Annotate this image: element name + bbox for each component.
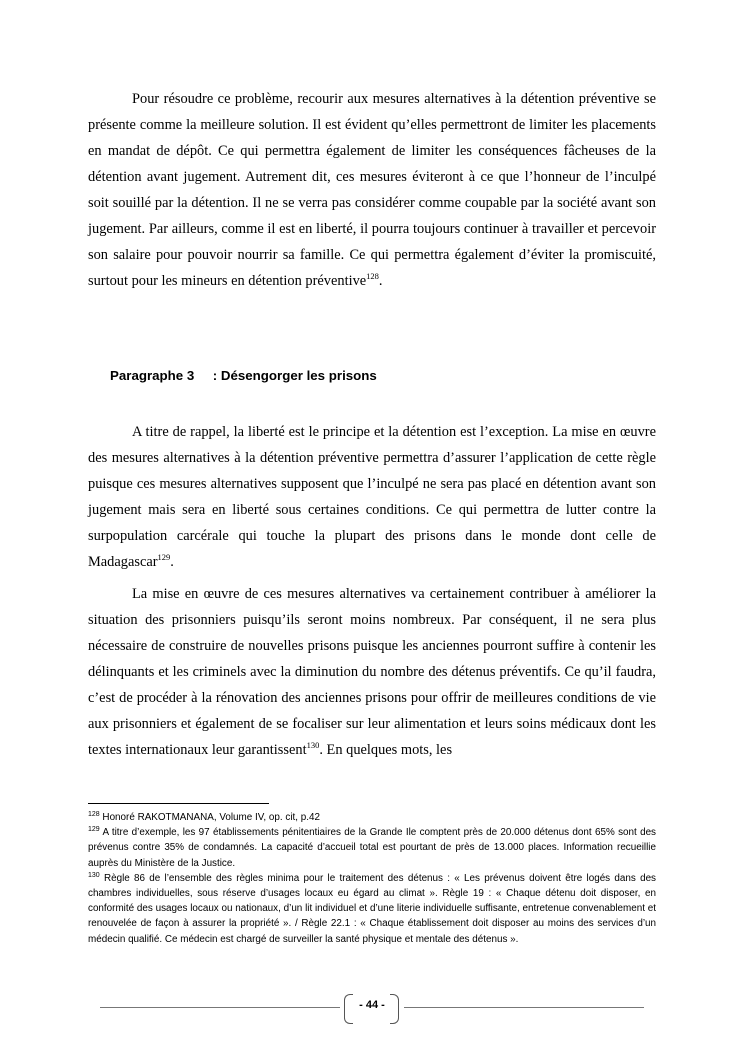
footnote-text: A titre d’exemple, les 97 établissements pénitentiaires de la Grande Ile comptent près de 20.000 détenus dont 65% sont des prévenus contre 35% de condamnés. La capacité d’accueil total est pourtant de près de 13.000 places. Information recueillie auprès du Ministère de la Justice.: [88, 827, 656, 869]
heading-label: Paragraphe 3: [110, 368, 195, 383]
paragraph-end: .: [170, 554, 174, 570]
footnote-129: [88, 825, 656, 871]
heading-title: : Désengorger les prisons: [212, 368, 377, 383]
section-heading: [110, 368, 377, 383]
body-paragraph-3: [88, 581, 656, 763]
footnote-ref-128[interactable]: 128: [366, 271, 379, 281]
body-paragraph-2: [88, 419, 656, 575]
paragraph-text: A titre de rappel, la liberté est le principe et la détention est l’exception. La mise en œuvre des mesures alternatives à la détention préventive permettra d’assurer l’application de cette règle puisque ces mesures alternatives supposent que l’inculpé ne sera pas placé en détention avant son jugement mais sera en liberté sous certaines conditions. Ce qui permettra de lutter contre la surpopulation carcérale qui touche la plupart des prisons dans le monde dont celle de Madagascar: [88, 424, 656, 570]
page-number: - 44 -: [359, 999, 385, 1011]
paragraph-text: Pour résoudre ce problème, recourir aux mesures alternatives à la détention préventive se présente comme la meilleure solution. Il est évident qu’elles permettront de limiter les placements en mandat de dépôt. Ce qui permettra également de limiter les conséquences fâcheuses de la détention avant jugement. Autrement dit, ces mesures éviteront à ce que l’honneur de l’inculpé soit souillé par la détention. Il ne se verra pas considérer comme coupable par la société avant son jugement. Par ailleurs, comme il est en liberté, il pourra toujours continuer à travailler et percevoir son salaire pour pouvoir nourrir sa famille. Ce qui permettra également d’éviter la promiscuité, surtout pour les mineurs en détention préventive: [88, 91, 656, 289]
footer-rule-right: [404, 1007, 644, 1008]
footnote-130: [88, 871, 656, 947]
footnote-128: [88, 810, 656, 825]
paragraph-end: . En quelques mots, les: [319, 742, 453, 758]
paragraph-end: .: [378, 273, 383, 289]
footnotes: [88, 810, 656, 947]
footnote-number: 130: [88, 871, 100, 879]
footnote-ref-130[interactable]: 130: [306, 740, 320, 750]
footer-rule-left: [100, 1007, 340, 1008]
paragraph-text: La mise en œuvre de ces mesures alternatives va certainement contribuer à améliorer la situation des prisonniers puisqu’ils seront moins nombreux. Par conséquent, il ne sera plus nécessaire de construire de nouvelles prisons puisque les anciennes pourront suffire à contenir les délinquants et les criminels avec la diminution du nombre des détenus préventifs. Ce qu’il faudra, c’est de procéder à la rénovation des anciennes prisons pour offrir de meilleures conditions de vie aux prisonniers et également de se focaliser sur leur alimentation et leurs soins médicaux dont les textes internationaux leur garantissent: [88, 586, 656, 758]
footnote-ref-129[interactable]: 129: [157, 552, 171, 562]
footnote-separator: [88, 803, 269, 804]
body-paragraph-1: [88, 86, 656, 294]
footnote-number: 128: [88, 811, 100, 818]
footnote-text: Règle 86 de l’ensemble des règles minima pour le traitement des détenus : « Les prévenus doivent être logés dans des chambres individuelles, sous réserve d’usages locaux eu égard au climat ». Règle 19 : « Chaque détenu doit disposer, en conformité des usages locaux ou nationaux, d’un lit individuel et d’une literie individuelle suffisante, entretenue convenablement et renouvelée de façon à assurer la propriété ». / Règle 22.1 : « Chaque établissement doit disposer au moins des services d’un médecin qualifié. Ce médecin est chargé de surveiller la santé physique et mentale des détenus ».: [88, 872, 656, 945]
footnote-text: Honoré RAKOTMANANA, Volume IV, op. cit, p.42: [99, 812, 320, 823]
footnote-number: 129: [88, 826, 100, 834]
